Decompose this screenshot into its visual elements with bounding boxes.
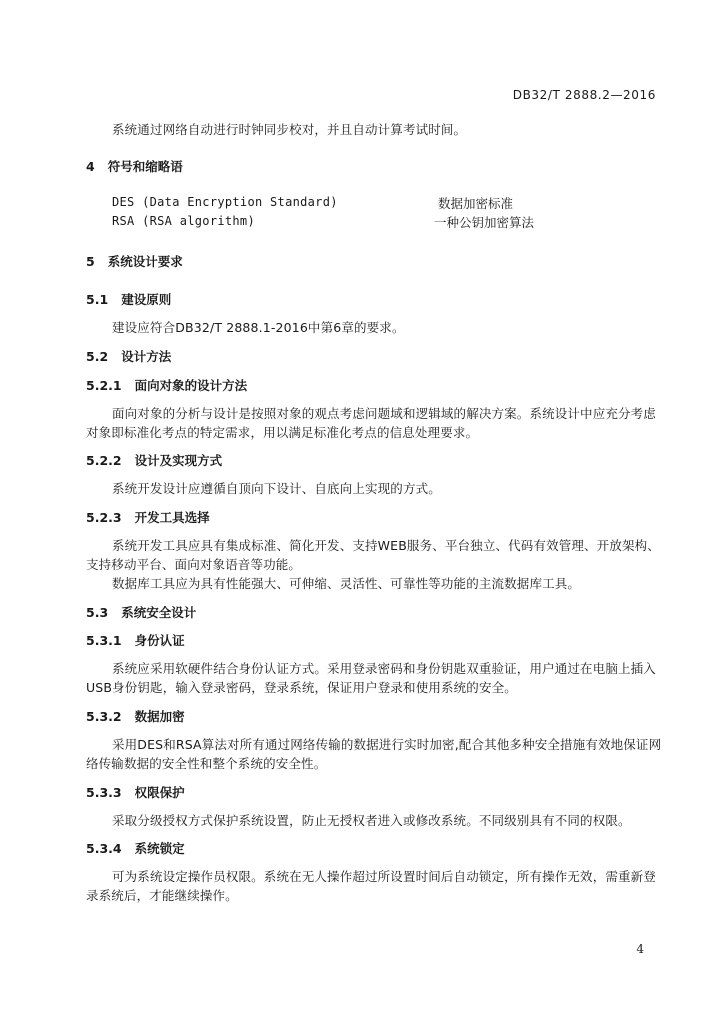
section-5-heading [86, 252, 183, 270]
section-title: 身份认证 [134, 633, 185, 648]
section-title: 面向对象的设计方法 [134, 378, 248, 393]
section-5-3-3-text: 采取分级授权方式保护系统设置，防止无授权者进入或修改系统。不同级别具有不同的权限。 [112, 813, 631, 828]
section-title: 开发工具选择 [134, 510, 210, 525]
section-number: 5.2.2 [86, 453, 122, 468]
section-number: 5.3 [86, 605, 109, 620]
section-5-2-3-heading [86, 508, 210, 526]
section-5-1-heading [86, 290, 171, 308]
section-number: 5.2 [86, 349, 109, 364]
section-4-heading [86, 157, 183, 175]
abbreviation-meaning: 一种公钥加密算法 [434, 215, 535, 230]
section-number: 5.2.3 [86, 510, 122, 525]
section-5-3-2-text-line: 采用DES和RSA算法对所有通过网络传输的数据进行实时加密,配合其他多种安全措施有效地保证网 [112, 737, 662, 752]
section-5-2-3-text-line: 支持移动平台、面向对象语音等功能。 [86, 557, 302, 572]
document-id: DB32/T 2888.2—2016 [512, 88, 656, 102]
abbreviation-code: RSA (RSA algorithm) [112, 214, 255, 228]
section-number: 5.3.1 [86, 633, 122, 648]
section-number: 5.1 [86, 292, 109, 307]
section-number: 5.3.2 [86, 709, 122, 724]
section-5-3-4-text-line: 可为系统设定操作员权限。系统在无人操作超过所设置时间后自动锁定，所有操作无效，需重新登 [112, 869, 656, 884]
section-title: 设计及实现方式 [134, 453, 223, 468]
abbreviation-meaning: 数据加密标准 [438, 196, 514, 211]
section-5-2-1-text-line: 面向对象的分析与设计是按照对象的观点考虑问题域和逻辑域的解决方案。系统设计中应充分考虑 [112, 406, 656, 421]
section-title: 设计方法 [121, 349, 172, 364]
section-number: 4 [86, 159, 95, 174]
section-5-3-2-text-line: 络传输数据的安全性和整个系统的安全性。 [86, 756, 327, 771]
page-number: 4 [636, 942, 644, 956]
abbreviation-code: DES (Data Encryption Standard) [112, 195, 338, 209]
section-number: 5 [86, 254, 95, 269]
section-title: 系统安全设计 [121, 605, 197, 620]
section-5-3-3-heading [86, 783, 185, 801]
section-5-1-text: 建设应符合DB32/T 2888.1-2016中第6章的要求。 [112, 320, 405, 335]
section-5-2-3-text-line: 数据库工具应为具有性能强大、可伸缩、灵活性、可靠性等功能的主流数据库工具。 [112, 576, 581, 591]
section-5-2-heading [86, 347, 171, 365]
section-5-3-1-heading [86, 631, 185, 649]
section-5-3-heading [86, 603, 196, 621]
section-5-3-1-text-line: 系统应采用软硬件结合身份认证方式。采用登录密码和身份钥匙双重验证，用户通过在电脑上插入 [112, 661, 656, 676]
section-number: 5.3.3 [86, 785, 122, 800]
section-5-2-1-heading [86, 376, 247, 394]
section-5-3-2-heading [86, 707, 185, 725]
section-number: 5.2.1 [86, 378, 122, 393]
section-title: 建设原则 [121, 292, 172, 307]
section-5-3-4-heading [86, 839, 185, 857]
section-5-3-1-text-line: USB身份钥匙，输入登录密码，登录系统，保证用户登录和使用系统的安全。 [86, 680, 517, 695]
section-title: 符号和缩略语 [107, 159, 183, 174]
section-title: 系统设计要求 [107, 254, 183, 269]
section-title: 权限保护 [134, 785, 185, 800]
section-5-2-2-text: 系统开发设计应遵循自顶向下设计、自底向上实现的方式。 [112, 481, 441, 496]
section-5-2-1-text-line: 对象即标准化考点的特定需求，用以满足标准化考点的信息处理要求。 [86, 425, 479, 440]
section-number: 5.3.4 [86, 841, 122, 856]
section-5-2-2-heading [86, 451, 222, 469]
section-5-3-4-text-line: 录系统后，才能继续操作。 [86, 888, 238, 903]
section-5-2-3-text-line: 系统开发工具应具有集成标准、简化开发、支持WEB服务、平台独立、代码有效管理、开放架构、 [112, 538, 660, 553]
intro-paragraph: 系统通过网络自动进行时钟同步校对，并且自动计算考试时间。 [112, 122, 467, 137]
section-title: 数据加密 [134, 709, 185, 724]
section-title: 系统锁定 [134, 841, 185, 856]
